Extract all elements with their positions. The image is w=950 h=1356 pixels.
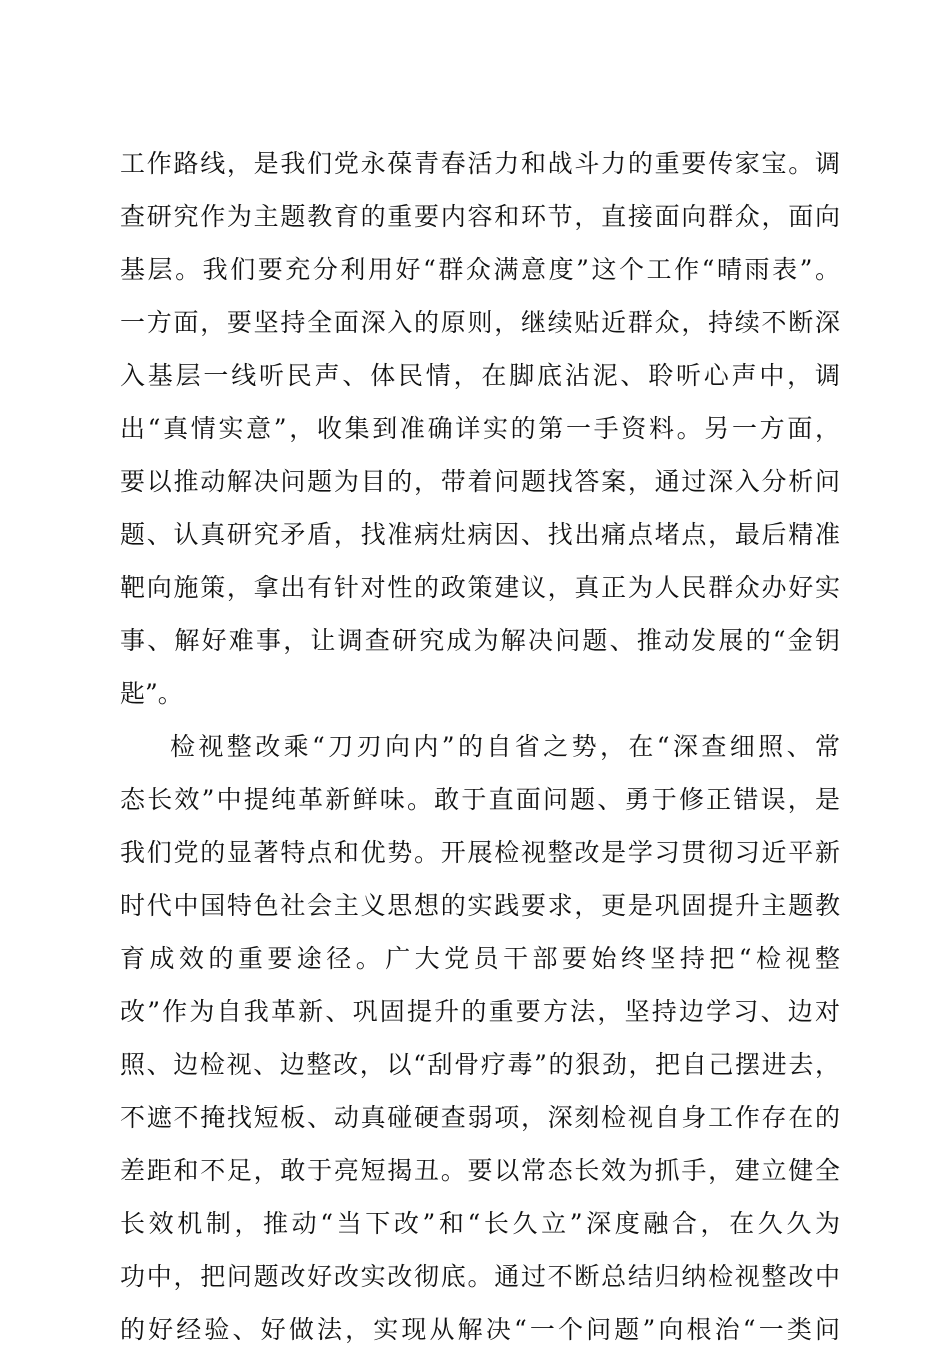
text-line: 差距和不足，敢于亮短揭丑。要以常态长效为抓手，建立健全	[120, 1156, 840, 1185]
text-line: 出“真情实意”，收集到准确详实的第一手资料。另一方面，	[120, 414, 840, 443]
text-line: 态长效”中提纯革新鲜味。敢于直面问题、勇于修正错误，是	[120, 785, 840, 814]
text-line: 工作路线，是我们党永葆青春活力和战斗力的重要传家宝。调	[120, 149, 840, 178]
text-line: 的好经验、好做法，实现从解决“一个问题”向根治“一类问	[120, 1315, 840, 1344]
text-line: 不遮不掩找短板、动真碰硬查弱项，深刻检视自身工作存在的	[120, 1103, 840, 1132]
text-line: 入基层一线听民声、体民情，在脚底沾泥、聆听心声中，调	[120, 361, 840, 390]
text-line: 事、解好难事，让调查研究成为解决问题、推动发展的“金钥	[120, 626, 840, 655]
text-line: 要以推动解决问题为目的，带着问题找答案，通过深入分析问	[120, 467, 840, 496]
text-line: 时代中国特色社会主义思想的实践要求，更是巩固提升主题教	[120, 891, 840, 920]
text-line: 题、认真研究矛盾，找准病灶病因、找出痛点堵点，最后精准	[120, 520, 840, 549]
text-line: 检视整改乘“刀刃向内”的自省之势，在“深查细照、常	[170, 732, 840, 761]
paragraph-2	[120, 720, 840, 1356]
document-body	[120, 137, 840, 1356]
text-line: 基层。我们要充分利用好“群众满意度”这个工作“晴雨表”。	[120, 255, 840, 284]
text-line: 匙”。	[120, 679, 183, 708]
text-line: 长效机制，推动“当下改”和“长久立”深度融合，在久久为	[120, 1209, 840, 1238]
text-line: 查研究作为主题教育的重要内容和环节，直接面向群众，面向	[120, 202, 840, 231]
text-line: 我们党的显著特点和优势。开展检视整改是学习贯彻习近平新	[120, 838, 840, 867]
text-line: 靶向施策，拿出有针对性的政策建议，真正为人民群众办好实	[120, 573, 840, 602]
text-line: 改”作为自我革新、巩固提升的重要方法，坚持边学习、边对	[120, 997, 840, 1026]
text-line: 功中，把问题改好改实改彻底。通过不断总结归纳检视整改中	[120, 1262, 840, 1291]
text-line: 育成效的重要途径。广大党员干部要始终坚持把“检视整	[120, 944, 840, 973]
text-line: 一方面，要坚持全面深入的原则，继续贴近群众，持续不断深	[120, 308, 840, 337]
text-line: 照、边检视、边整改，以“刮骨疗毒”的狠劲，把自己摆进去，	[120, 1050, 840, 1079]
paragraph-1	[120, 137, 840, 720]
